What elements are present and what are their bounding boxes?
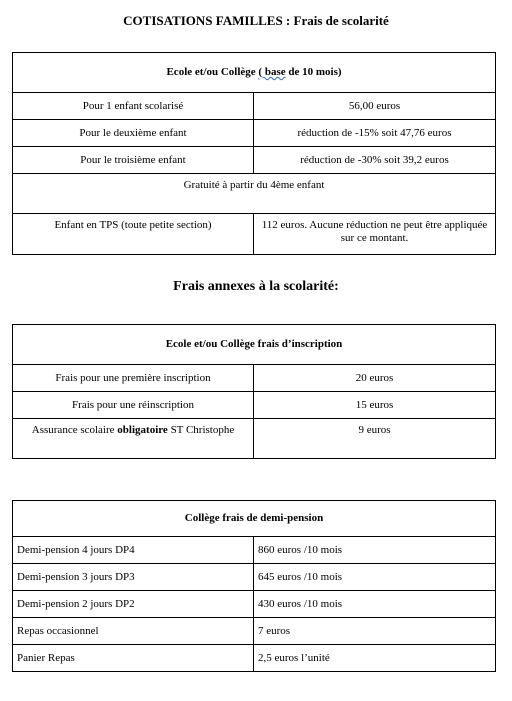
registration-fees-table bbox=[12, 324, 496, 459]
row-label: Frais pour une première inscription bbox=[13, 365, 254, 392]
row-label: Demi-pension 3 jours DP3 bbox=[13, 564, 254, 591]
table-row bbox=[13, 645, 496, 672]
row-label: Demi-pension 4 jours DP4 bbox=[13, 537, 254, 564]
table-row bbox=[13, 419, 496, 459]
row-label: Demi-pension 2 jours DP2 bbox=[13, 591, 254, 618]
table-row bbox=[13, 365, 496, 392]
row-value: 860 euros /10 mois bbox=[254, 537, 496, 564]
table-row bbox=[13, 591, 496, 618]
row-value: 645 euros /10 mois bbox=[254, 564, 496, 591]
table-row bbox=[13, 564, 496, 591]
insurance-text-post: ST Christophe bbox=[167, 424, 235, 436]
tps-label: Enfant en TPS (toute petite section) bbox=[13, 214, 254, 255]
row-value: réduction de -30% soit 39,2 euros bbox=[254, 147, 496, 174]
insurance-text-pre: Assurance scolaire bbox=[31, 424, 118, 436]
row-label: Pour 1 enfant scolarisé bbox=[13, 93, 254, 120]
row-value: 15 euros bbox=[254, 392, 496, 419]
row-label: Repas occasionnel bbox=[13, 618, 254, 645]
half-board-fees-table bbox=[12, 500, 496, 672]
half-board-table-header: Collège frais de demi-pension bbox=[13, 501, 496, 537]
table-row bbox=[13, 618, 496, 645]
table-row bbox=[13, 392, 496, 419]
tuition-fees-table bbox=[12, 52, 496, 255]
header-text-mark: ( base bbox=[258, 66, 286, 78]
row-value: 20 euros bbox=[254, 365, 496, 392]
table-row bbox=[13, 147, 496, 174]
table-row bbox=[13, 93, 496, 120]
registration-table-header: Ecole et/ou Collège frais d’inscription bbox=[13, 325, 496, 365]
table-row bbox=[13, 174, 496, 214]
insurance-label bbox=[13, 419, 254, 459]
table-row bbox=[13, 120, 496, 147]
row-label: Pour le deuxième enfant bbox=[13, 120, 254, 147]
row-label: Panier Repas bbox=[13, 645, 254, 672]
tuition-table-header bbox=[13, 53, 496, 93]
row-value: 7 euros bbox=[254, 618, 496, 645]
insurance-value: 9 euros bbox=[254, 419, 496, 459]
header-text-pre: Ecole et/ou Collège bbox=[166, 66, 259, 78]
row-value: réduction de -15% soit 47,76 euros bbox=[254, 120, 496, 147]
row-label: Pour le troisième enfant bbox=[13, 147, 254, 174]
tps-value: 112 euros. Aucune réduction ne peut être appliquée sur ce montant. bbox=[254, 214, 496, 255]
header-text-post: de 10 mois) bbox=[285, 66, 342, 78]
row-value: 430 euros /10 mois bbox=[254, 591, 496, 618]
row-label: Frais pour une réinscription bbox=[13, 392, 254, 419]
table-row bbox=[13, 537, 496, 564]
row-value: 2,5 euros l’unité bbox=[254, 645, 496, 672]
free-from-fourth-child: Gratuité à partir du 4ème enfant bbox=[13, 174, 496, 214]
page-title: COTISATIONS FAMILLES : Frais de scolarité bbox=[123, 13, 389, 28]
insurance-text-bold: obligatoire bbox=[117, 424, 168, 436]
row-value: 56,00 euros bbox=[254, 93, 496, 120]
section-title-annex-fees: Frais annexes à la scolarité: bbox=[173, 279, 339, 294]
table-row bbox=[13, 214, 496, 255]
